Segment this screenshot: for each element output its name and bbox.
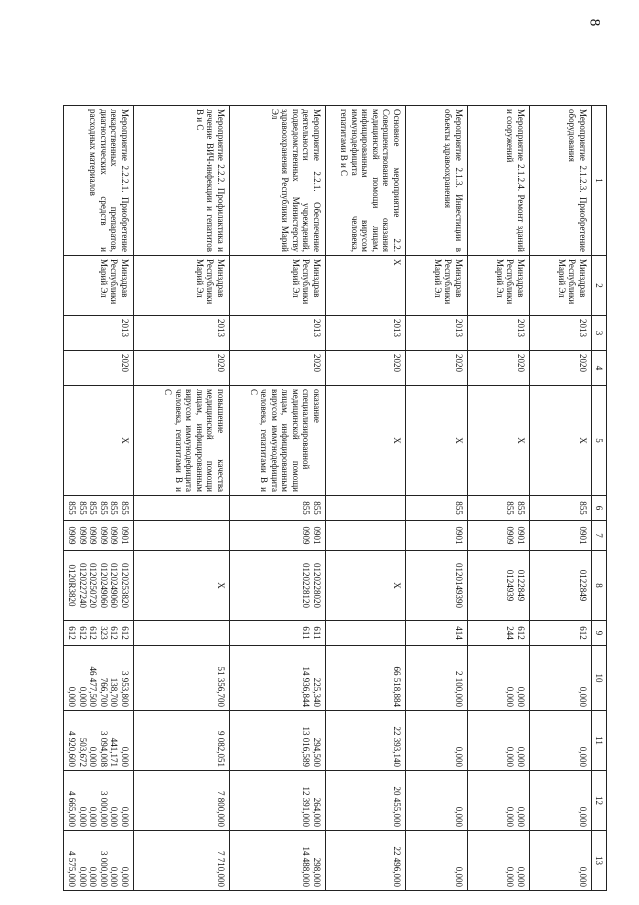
- start-year-cell: 2013: [530, 316, 592, 351]
- grbs-value: 855: [78, 501, 88, 515]
- v10-cell: [530, 646, 592, 711]
- v11-value: 0,000: [88, 746, 99, 767]
- csr-value: 0124939: [505, 569, 516, 602]
- csr-value: 0120253820: [120, 563, 130, 608]
- grbs-value: 855: [109, 501, 120, 515]
- v11-value: 503,672: [78, 737, 88, 767]
- v10-value: 51 356,700: [216, 666, 226, 707]
- v13-value: 0,000: [88, 866, 99, 887]
- v11-cell: [406, 711, 468, 771]
- vr-cell: [468, 621, 530, 646]
- rzpr-cell: [468, 521, 530, 551]
- vr-value: 612: [78, 626, 88, 640]
- v12-value: 0,000: [516, 806, 526, 827]
- vr-cell: [134, 621, 230, 646]
- v11-value: 294,500: [312, 737, 322, 767]
- grbs-cell: [64, 496, 134, 521]
- grbs-value: 855: [67, 501, 78, 515]
- page-number: 8: [586, 18, 603, 27]
- rzpr-value: 0909: [99, 526, 109, 545]
- rzpr-value: 0909: [109, 526, 120, 545]
- grbs-value: 855: [301, 501, 312, 515]
- result-cell: X: [326, 386, 406, 496]
- vr-value: 611: [301, 626, 312, 640]
- vr-value: 611: [312, 626, 322, 640]
- start-year-cell: 2013: [468, 316, 530, 351]
- grbs-cell: [468, 496, 530, 521]
- col-header: 10: [592, 646, 607, 711]
- vr-cell: [406, 621, 468, 646]
- col-header: 7: [592, 521, 607, 551]
- grbs-value: 855: [454, 501, 464, 515]
- v13-cell: [64, 831, 134, 891]
- rzpr-cell: [530, 521, 592, 551]
- csr-cell: [468, 551, 530, 621]
- v10-cell: [468, 646, 530, 711]
- v11-cell: [64, 711, 134, 771]
- v12-cell: [468, 771, 530, 831]
- vr-value: 323: [99, 626, 109, 640]
- table-row: [530, 106, 592, 891]
- rzpr-value: 0909: [78, 526, 88, 545]
- v11-cell: [230, 711, 326, 771]
- v10-value: 66 518,884: [392, 666, 402, 707]
- col-header: 12: [592, 771, 607, 831]
- executor-cell: X: [326, 256, 406, 316]
- v13-value: 0,000: [454, 866, 464, 887]
- result-cell: X: [406, 386, 468, 496]
- v11-value: 0,000: [454, 746, 464, 767]
- col-header: 8: [592, 551, 607, 621]
- vr-cell: [64, 621, 134, 646]
- col-header: 4: [592, 351, 607, 386]
- vr-value: 244: [505, 626, 516, 640]
- v10-value: 0,000: [78, 686, 88, 707]
- result-cell: повышение качества медицинской помощи лицам, инфицированным вирусом иммунодефицита человека, гепатитами В и С: [134, 386, 230, 496]
- executor-cell: Минздрав Республики Марий Эл: [530, 256, 592, 316]
- csr-cell: [530, 551, 592, 621]
- v11-value: 4 920,600: [67, 731, 78, 767]
- csr-value: 0120227240: [78, 563, 88, 608]
- v10-cell: [64, 646, 134, 711]
- v12-cell: [64, 771, 134, 831]
- v13-cell: [530, 831, 592, 891]
- end-year-cell: 2020: [468, 351, 530, 386]
- grbs-cell: [406, 496, 468, 521]
- v11-value: 0,000: [505, 746, 516, 767]
- vr-value: 612: [578, 626, 588, 640]
- rzpr-value: 0901: [120, 526, 130, 545]
- csr-value: 0120228020: [312, 563, 322, 608]
- end-year-cell: 2020: [64, 351, 134, 386]
- start-year-cell: 2013: [64, 316, 134, 351]
- v10-value: 0,000: [516, 686, 526, 707]
- table-row: [134, 106, 230, 891]
- executor-cell: Минздрав Республики Марий Эл: [230, 256, 326, 316]
- csr-value: 0120249060: [99, 563, 109, 608]
- csr-value: 0122849: [578, 569, 588, 602]
- v12-value: 0,000: [505, 806, 516, 827]
- v11-value: 3 094,008: [99, 731, 109, 767]
- csr-value: 0120249060: [109, 563, 120, 608]
- start-year-cell: 2013: [230, 316, 326, 351]
- csr-value: 0122849: [516, 569, 526, 602]
- vr-cell: [326, 621, 406, 646]
- v12-value: 0,000: [109, 806, 120, 827]
- rzpr-value: 0901: [516, 526, 526, 545]
- v11-cell: [468, 711, 530, 771]
- grbs-value: 855: [516, 501, 526, 515]
- end-year-cell: 2020: [406, 351, 468, 386]
- v12-cell: [406, 771, 468, 831]
- table-row: [64, 106, 134, 891]
- v13-value: 14 488,000: [301, 846, 312, 887]
- v12-cell: [326, 771, 406, 831]
- rzpr-cell: [326, 521, 406, 551]
- v12-value: 0,000: [578, 806, 588, 827]
- vr-value: 612: [88, 626, 99, 640]
- vr-value: 612: [516, 626, 526, 640]
- v11-value: 13 016,589: [301, 726, 312, 767]
- row-name-cell: Мероприятие 2.2.2.1. Приобретение лекарственных препаратов, диагностических средств и расходных материалов: [64, 106, 134, 256]
- vr-value: 612: [67, 626, 78, 640]
- rzpr-cell: [64, 521, 134, 551]
- table-row: [468, 106, 530, 891]
- vr-cell: [530, 621, 592, 646]
- v11-cell: [326, 711, 406, 771]
- rzpr-cell: [134, 521, 230, 551]
- col-header: 1: [592, 106, 607, 256]
- v10-value: 766,700: [99, 677, 109, 707]
- vr-value: 414: [454, 626, 464, 640]
- v13-value: 0,000: [516, 866, 526, 887]
- start-year-cell: 2013: [406, 316, 468, 351]
- row-name-cell: Мероприятие 2.1.3. Инвестиции в объекты здравоохранения: [406, 106, 468, 256]
- col-header: 6: [592, 496, 607, 521]
- v11-value: 441,171: [109, 737, 120, 767]
- header-row: [592, 106, 607, 891]
- v10-value: 2 100,000: [454, 671, 464, 707]
- col-header: 11: [592, 711, 607, 771]
- v11-value: 0,000: [516, 746, 526, 767]
- table-row: [230, 106, 326, 891]
- rzpr-value: 0901: [312, 526, 322, 545]
- v11-cell: [134, 711, 230, 771]
- v13-value: 0,000: [78, 866, 88, 887]
- csr-cell: [134, 551, 230, 621]
- v10-cell: [134, 646, 230, 711]
- v10-value: 3 953,800: [120, 671, 130, 707]
- v10-cell: [230, 646, 326, 711]
- v13-value: 4 575,000: [67, 851, 78, 887]
- v12-value: 20 455,000: [392, 786, 402, 827]
- v10-value: 138,700: [109, 677, 120, 707]
- grbs-value: 855: [312, 501, 322, 515]
- executor-cell: Минздрав Республики Марий Эл: [406, 256, 468, 316]
- v10-value: 0,000: [578, 686, 588, 707]
- row-name-cell: Мероприятие 2.1.2.4. Ремонт зданий и сооружений: [468, 106, 530, 256]
- table-body: [64, 106, 592, 891]
- grbs-value: 855: [120, 501, 130, 515]
- rotated-page: [67, 105, 607, 890]
- v12-value: 3 000,000: [99, 791, 109, 827]
- grbs-value: 855: [99, 501, 109, 515]
- v12-value: 7 800,000: [216, 791, 226, 827]
- v12-value: 0,000: [454, 806, 464, 827]
- v12-value: 264,000: [312, 797, 322, 827]
- v13-cell: [230, 831, 326, 891]
- v12-value: 4 665,000: [67, 791, 78, 827]
- v10-cell: [406, 646, 468, 711]
- executor-cell: Минздрав Республики Марий Эл: [64, 256, 134, 316]
- grbs-value: 855: [505, 501, 516, 515]
- result-cell: оказание специализированной медицинской помощи лицам, инфицированным вирусом иммунодефицита человека, гепатитами В и С: [230, 386, 326, 496]
- v13-value: 0,000: [109, 866, 120, 887]
- v13-value: 0,000: [505, 866, 516, 887]
- csr-value: 0120250720: [88, 563, 99, 608]
- col-header: 3: [592, 316, 607, 351]
- v12-value: 0,000: [88, 806, 99, 827]
- csr-cell: [326, 551, 406, 621]
- start-year-cell: 2013: [134, 316, 230, 351]
- csr-cell: [64, 551, 134, 621]
- v13-cell: [406, 831, 468, 891]
- v13-value: 0,000: [578, 866, 588, 887]
- grbs-cell: [530, 496, 592, 521]
- result-cell: X: [468, 386, 530, 496]
- v13-value: 22 496,000: [392, 846, 402, 887]
- v13-cell: [134, 831, 230, 891]
- col-header: 2: [592, 256, 607, 316]
- vr-cell: [230, 621, 326, 646]
- rzpr-cell: [230, 521, 326, 551]
- csr-value: 0120R3820: [67, 564, 78, 607]
- v11-value: 0,000: [120, 746, 130, 767]
- rzpr-value: 0909: [505, 526, 516, 545]
- col-header: 5: [592, 386, 607, 496]
- row-name-cell: Мероприятие 2.2.2. Профилактика и лечение ВИЧ-инфекции и гепатитов В и С: [134, 106, 230, 256]
- v11-value: 9 082,051: [216, 731, 226, 767]
- v10-value: 14 936,844: [301, 666, 312, 707]
- csr-cell: [406, 551, 468, 621]
- v12-cell: [134, 771, 230, 831]
- rzpr-value: 0901: [454, 526, 464, 545]
- v11-value: 0,000: [578, 746, 588, 767]
- grbs-value: 855: [88, 501, 99, 515]
- table-row: [326, 106, 406, 891]
- v13-value: 298,000: [312, 857, 322, 887]
- csr-value: 0120149390: [454, 563, 464, 608]
- vr-value: 612: [120, 626, 130, 640]
- v12-cell: [230, 771, 326, 831]
- v13-cell: [326, 831, 406, 891]
- v13-value: 3 000,000: [99, 851, 109, 887]
- col-header: 13: [592, 831, 607, 891]
- program-table: [63, 105, 607, 891]
- v10-value: 0,000: [505, 686, 516, 707]
- row-name-cell: Мероприятие 2.1.2.3. Приобретение оборудования: [530, 106, 592, 256]
- v10-value: 225,340: [312, 677, 322, 707]
- rzpr-value: 0909: [88, 526, 99, 545]
- row-name-cell: Основное мероприятие 2.2. Совершенствование оказания медицинской помощи лицам, инфицированным вирусом иммунодефицита человека, гепатитами В и С: [326, 106, 406, 256]
- end-year-cell: 2020: [326, 351, 406, 386]
- table-row: [406, 106, 468, 891]
- end-year-cell: 2020: [530, 351, 592, 386]
- v13-value: 0,000: [120, 866, 130, 887]
- csr-value: X: [216, 582, 226, 589]
- v12-value: 0,000: [78, 806, 88, 827]
- v11-cell: [530, 711, 592, 771]
- v10-value: 0,000: [67, 686, 78, 707]
- csr-value: X: [392, 582, 402, 589]
- v13-cell: [468, 831, 530, 891]
- grbs-cell: [326, 496, 406, 521]
- v12-value: 0,000: [120, 806, 130, 827]
- rzpr-cell: [406, 521, 468, 551]
- grbs-value: 855: [578, 501, 588, 515]
- start-year-cell: 2013: [326, 316, 406, 351]
- executor-cell: Минздрав Республики Марий Эл: [134, 256, 230, 316]
- rzpr-value: 0909: [67, 526, 78, 545]
- csr-value: 0120228120: [301, 563, 312, 608]
- end-year-cell: 2020: [230, 351, 326, 386]
- csr-cell: [230, 551, 326, 621]
- v12-value: 12 391,000: [301, 786, 312, 827]
- grbs-cell: [134, 496, 230, 521]
- rzpr-value: 0901: [578, 526, 588, 545]
- vr-value: 612: [109, 626, 120, 640]
- v10-cell: [326, 646, 406, 711]
- rzpr-value: 0909: [301, 526, 312, 545]
- v11-value: 22 393,140: [392, 726, 402, 767]
- col-header: 9: [592, 621, 607, 646]
- result-cell: X: [64, 386, 134, 496]
- v13-value: 7 710,000: [216, 851, 226, 887]
- v12-cell: [530, 771, 592, 831]
- v10-value: 46 477,500: [88, 666, 99, 707]
- end-year-cell: 2020: [134, 351, 230, 386]
- executor-cell: Минздрав Республики Марий Эл: [468, 256, 530, 316]
- grbs-cell: [230, 496, 326, 521]
- row-name-cell: Мероприятие 2.2.1. Обеспечение деятельности учреждений, подведомственных Министерству здравоохранения Республики Марий Эл: [230, 106, 326, 256]
- result-cell: X: [530, 386, 592, 496]
